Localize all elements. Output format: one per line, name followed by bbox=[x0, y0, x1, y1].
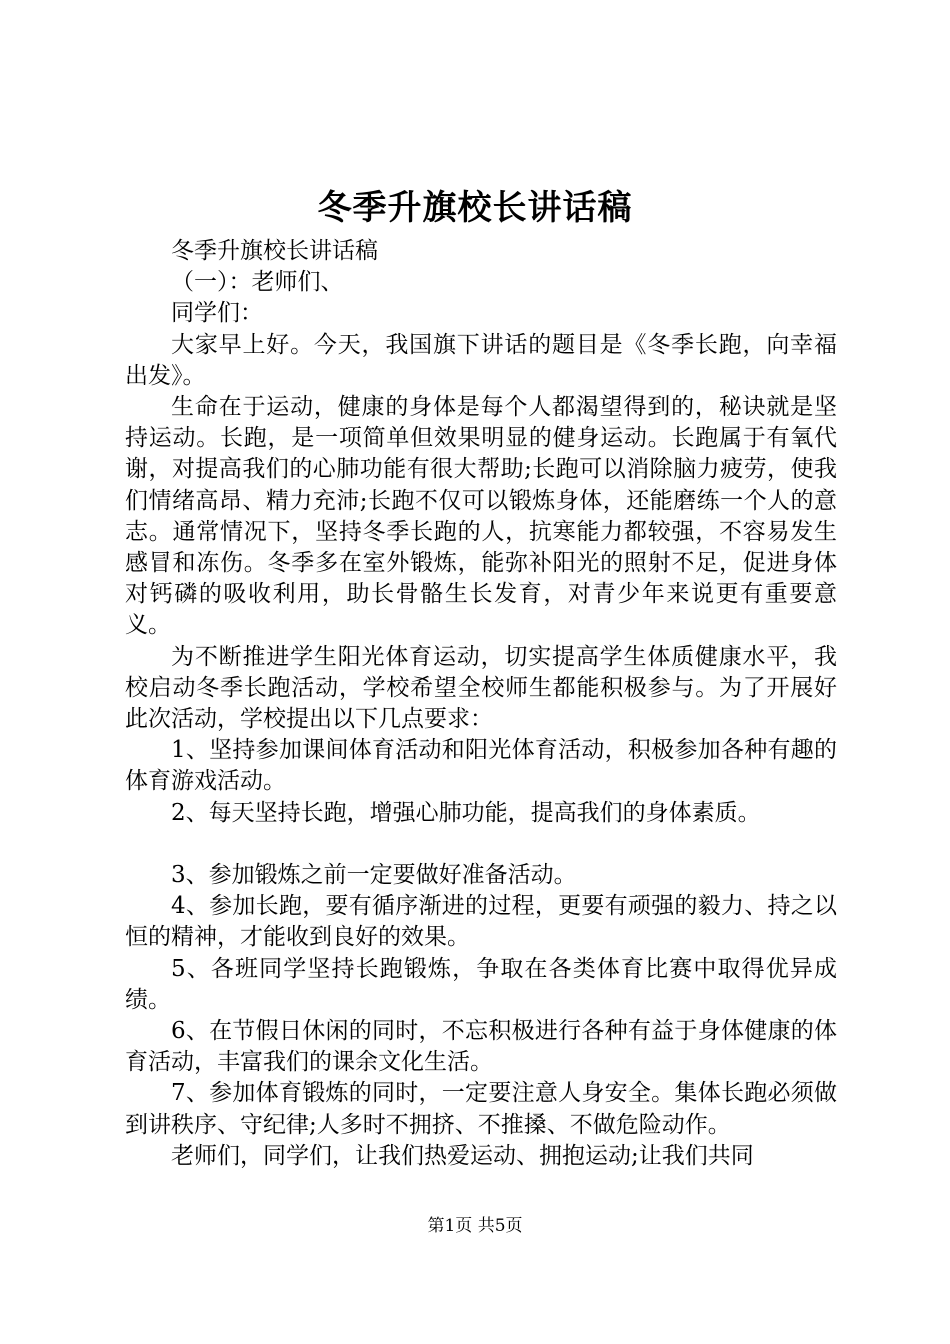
page-number-footer: 第1页 共5页 bbox=[427, 1216, 523, 1236]
paragraph-subtitle: 冬季升旗校长讲话稿 bbox=[171, 238, 378, 264]
paragraph-running-benefits: 生命在于运动，健康的身体是每个人都渴望得到的，秘诀就是坚持运动。长跑，是一项简单但效果明显的健身运动。长跑属于有氧代谢，对提高我们的心肺功能有很大帮助;长跑可以消除脑力疲劳，使我们情绪高昂、精力充沛;长跑不仅可以锻炼身体，还能磨练一个人的意志。通常情况下，坚持冬季长跑的人，抗寒能力都较强，不容易发生感冒和冻伤。冬季多在室外锻炼，能弥补阳光的照射不足，促进身体对钙磷的吸收利用，助长骨骼生长发育，对青少年来说更有重要意义。 bbox=[125, 394, 837, 639]
paragraph-requirement-7: 7、参加体育锻炼的同时，一定要注意人身安全。集体长跑必须做到讲秩序、守纪律;人多时不拥挤、不推搡、不做危险动作。 bbox=[125, 1080, 837, 1138]
paragraph-greeting: 大家早上好。今天，我国旗下讲话的题目是《冬季长跑，向幸福出发》。 bbox=[125, 331, 837, 389]
paragraph-requirement-6: 6、在节假日休闲的同时，不忘积极进行各种有益于身体健康的体育活动，丰富我们的课余文化生活。 bbox=[125, 1018, 837, 1076]
paragraph-closing: 老师们，同学们，让我们热爱运动、拥抱运动;让我们共同 bbox=[171, 1142, 754, 1169]
document-body bbox=[125, 236, 837, 1172]
paragraph-requirement-5: 5、各班同学坚持长跑锻炼，争取在各类体育比赛中取得优异成绩。 bbox=[125, 955, 837, 1013]
paragraph-activity-intro: 为不断推进学生阳光体育运动，切实提高学生体质健康水平，我校启动冬季长跑活动，学校希望全校师生都能积极参与。为了开展好此次活动，学校提出以下几点要求： bbox=[125, 643, 837, 733]
paragraph-salutation-1: （一）：老师们、 bbox=[171, 269, 344, 296]
paragraph-requirement-1: 1、坚持参加课间体育活动和阳光体育活动，积极参加各种有趣的体育游戏活动。 bbox=[125, 737, 837, 795]
paragraph-salutation-2: 同学们： bbox=[171, 300, 263, 327]
paragraph-requirement-3: 3、参加锻炼之前一定要做好准备活动。 bbox=[171, 862, 577, 889]
document-title: 冬季升旗校长讲话稿 bbox=[317, 188, 633, 228]
paragraph-requirement-2: 2、每天坚持长跑，增强心肺功能，提高我们的身体素质。 bbox=[171, 799, 761, 826]
paragraph-requirement-4: 4、参加长跑，要有循序渐进的过程，更要有顽强的毅力、持之以恒的精神，才能收到良好的效果。 bbox=[125, 893, 837, 951]
paragraph-blank-line bbox=[125, 829, 837, 860]
